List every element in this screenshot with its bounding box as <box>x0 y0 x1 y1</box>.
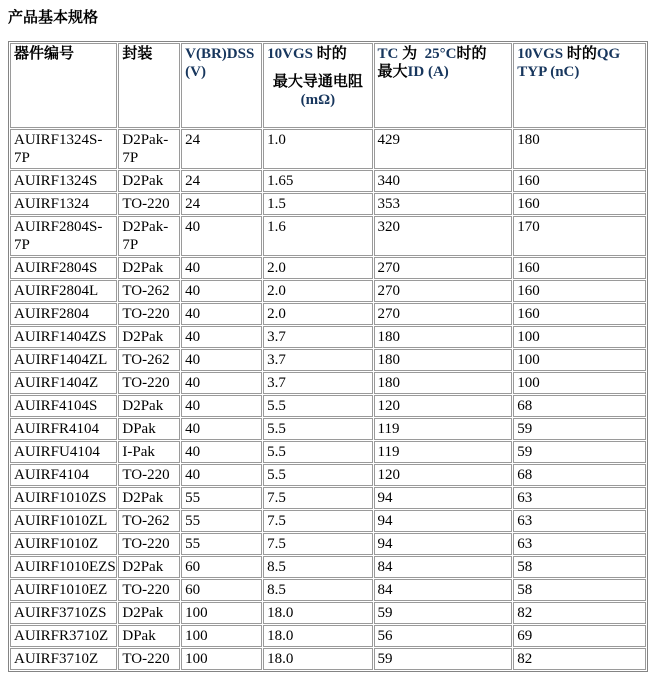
cell-vbrdss: 55 <box>181 533 262 555</box>
cell-part-number: AUIRF1324S-7P <box>10 129 117 169</box>
table-row <box>10 533 646 555</box>
header-text-segment: TYP (nC) <box>517 64 580 80</box>
header-line <box>267 73 368 91</box>
table-row <box>10 170 646 192</box>
cell-part-number: AUIRF1010ZL <box>10 510 117 532</box>
cell-vbrdss: 40 <box>181 326 262 348</box>
header-text-segment: 时的 <box>456 46 487 62</box>
cell-id-max: 340 <box>374 170 513 192</box>
table-row <box>10 556 646 578</box>
cell-qg-typ: 63 <box>513 510 646 532</box>
cell-package: D2Pak <box>118 257 180 279</box>
cell-vbrdss: 100 <box>181 625 262 647</box>
cell-rdson-max: 18.0 <box>263 602 372 624</box>
cell-id-max: 94 <box>374 510 513 532</box>
cell-qg-typ: 160 <box>513 257 646 279</box>
cell-rdson-max: 5.5 <box>263 441 372 463</box>
cell-vbrdss: 40 <box>181 349 262 371</box>
table-row <box>10 395 646 417</box>
header-line <box>185 45 258 63</box>
page-title: 产品基本规格 <box>8 10 99 26</box>
cell-part-number: AUIRF2804S-7P <box>10 216 117 256</box>
cell-vbrdss: 100 <box>181 648 262 670</box>
cell-vbrdss: 55 <box>181 510 262 532</box>
cell-vbrdss: 100 <box>181 602 262 624</box>
cell-part-number: AUIRFR4104 <box>10 418 117 440</box>
header-text-segment: QG <box>596 46 621 62</box>
column-header-part-number <box>10 43 117 128</box>
header-text-segment: TC <box>377 46 399 62</box>
cell-rdson-max: 18.0 <box>263 625 372 647</box>
cell-id-max: 94 <box>374 533 513 555</box>
cell-package: D2Pak <box>118 602 180 624</box>
cell-rdson-max: 2.0 <box>263 303 372 325</box>
cell-qg-typ: 180 <box>513 129 646 169</box>
header-line <box>267 45 368 63</box>
cell-id-max: 270 <box>374 303 513 325</box>
cell-part-number: AUIRF1404ZS <box>10 326 117 348</box>
cell-vbrdss: 55 <box>181 487 262 509</box>
cell-part-number: AUIRFR3710Z <box>10 625 117 647</box>
cell-rdson-max: 18.0 <box>263 648 372 670</box>
table-row <box>10 129 646 169</box>
header-text-segment: 封装 <box>122 46 153 62</box>
header-text-segment: 器件编号 <box>14 46 75 62</box>
column-header-qg-typ <box>513 43 646 128</box>
header-text-segment: ID (A) <box>407 64 449 80</box>
cell-vbrdss: 40 <box>181 216 262 256</box>
table-row <box>10 418 646 440</box>
cell-rdson-max: 7.5 <box>263 510 372 532</box>
cell-rdson-max: 1.5 <box>263 193 372 215</box>
cell-vbrdss: 40 <box>181 441 262 463</box>
table-row <box>10 372 646 394</box>
cell-package: DPak <box>118 625 180 647</box>
header-line <box>378 45 509 63</box>
cell-vbrdss: 24 <box>181 129 262 169</box>
column-header-vbrdss <box>181 43 262 128</box>
cell-rdson-max: 8.5 <box>263 579 372 601</box>
cell-id-max: 94 <box>374 487 513 509</box>
cell-part-number: AUIRF3710ZS <box>10 602 117 624</box>
cell-qg-typ: 59 <box>513 441 646 463</box>
cell-package: I-Pak <box>118 441 180 463</box>
cell-id-max: 180 <box>374 326 513 348</box>
table-row <box>10 303 646 325</box>
cell-package: TO-220 <box>118 464 180 486</box>
cell-qg-typ: 82 <box>513 602 646 624</box>
header-row <box>10 43 646 128</box>
cell-qg-typ: 58 <box>513 556 646 578</box>
cell-part-number: AUIRF1010ZS <box>10 487 117 509</box>
table-row <box>10 441 646 463</box>
cell-id-max: 84 <box>374 556 513 578</box>
table-row <box>10 487 646 509</box>
header-line <box>14 45 113 63</box>
cell-part-number: AUIRF2804L <box>10 280 117 302</box>
cell-qg-typ: 63 <box>513 533 646 555</box>
cell-vbrdss: 60 <box>181 579 262 601</box>
cell-qg-typ: 58 <box>513 579 646 601</box>
table-row <box>10 648 646 670</box>
cell-id-max: 119 <box>374 441 513 463</box>
table-row <box>10 510 646 532</box>
cell-part-number: AUIRF1404ZL <box>10 349 117 371</box>
cell-id-max: 353 <box>374 193 513 215</box>
header-line <box>517 45 642 63</box>
table-row <box>10 216 646 256</box>
table-header <box>10 43 646 128</box>
cell-qg-typ: 160 <box>513 280 646 302</box>
table-row <box>10 349 646 371</box>
column-header-rdson-max <box>263 43 372 128</box>
cell-rdson-max: 1.0 <box>263 129 372 169</box>
header-text-segment: 10VGS <box>267 46 313 62</box>
table-row <box>10 193 646 215</box>
cell-id-max: 59 <box>374 648 513 670</box>
cell-qg-typ: 68 <box>513 464 646 486</box>
cell-part-number: AUIRF4104S <box>10 395 117 417</box>
cell-package: TO-220 <box>118 193 180 215</box>
cell-rdson-max: 7.5 <box>263 533 372 555</box>
cell-qg-typ: 160 <box>513 303 646 325</box>
table-row <box>10 602 646 624</box>
cell-vbrdss: 40 <box>181 395 262 417</box>
cell-id-max: 120 <box>374 464 513 486</box>
header-text-segment: V(BR)DSS <box>185 46 255 62</box>
cell-rdson-max: 1.6 <box>263 216 372 256</box>
cell-part-number: AUIRF1324 <box>10 193 117 215</box>
cell-part-number: AUIRF1010Z <box>10 533 117 555</box>
cell-package: TO-262 <box>118 349 180 371</box>
product-spec-table <box>8 41 648 672</box>
cell-id-max: 59 <box>374 602 513 624</box>
table-row <box>10 625 646 647</box>
cell-package: TO-220 <box>118 303 180 325</box>
header-text-segment: 为 <box>398 46 421 62</box>
cell-package: D2Pak <box>118 556 180 578</box>
header-text-segment: 时的 <box>313 46 347 62</box>
cell-qg-typ: 63 <box>513 487 646 509</box>
cell-package: TO-220 <box>118 579 180 601</box>
cell-vbrdss: 40 <box>181 418 262 440</box>
cell-package: D2Pak <box>118 395 180 417</box>
table-row <box>10 257 646 279</box>
header-text-segment: 时的 <box>563 46 597 62</box>
cell-qg-typ: 100 <box>513 372 646 394</box>
cell-package: TO-220 <box>118 533 180 555</box>
cell-vbrdss: 24 <box>181 193 262 215</box>
cell-rdson-max: 3.7 <box>263 349 372 371</box>
cell-id-max: 119 <box>374 418 513 440</box>
header-text-segment: 25°C <box>420 46 457 62</box>
cell-id-max: 180 <box>374 349 513 371</box>
cell-rdson-max: 3.7 <box>263 326 372 348</box>
cell-rdson-max: 8.5 <box>263 556 372 578</box>
cell-qg-typ: 69 <box>513 625 646 647</box>
cell-package: TO-262 <box>118 280 180 302</box>
cell-part-number: AUIRF4104 <box>10 464 117 486</box>
cell-rdson-max: 5.5 <box>263 418 372 440</box>
header-line <box>517 63 642 81</box>
cell-package: TO-262 <box>118 510 180 532</box>
table-row <box>10 464 646 486</box>
cell-part-number: AUIRF3710Z <box>10 648 117 670</box>
cell-package: DPak <box>118 418 180 440</box>
cell-vbrdss: 40 <box>181 280 262 302</box>
cell-rdson-max: 2.0 <box>263 280 372 302</box>
header-line <box>267 91 368 109</box>
table-row <box>10 326 646 348</box>
table-row <box>10 280 646 302</box>
header-text-segment: 最大导通电阻 <box>272 74 363 90</box>
cell-part-number: AUIRF1010EZS <box>10 556 117 578</box>
cell-package: D2Pak-7P <box>118 129 180 169</box>
cell-vbrdss: 60 <box>181 556 262 578</box>
cell-id-max: 429 <box>374 129 513 169</box>
cell-vbrdss: 40 <box>181 372 262 394</box>
header-line <box>122 45 176 63</box>
cell-rdson-max: 1.65 <box>263 170 372 192</box>
cell-package: D2Pak <box>118 487 180 509</box>
header-line <box>378 63 509 81</box>
header-text-segment: (V) <box>185 64 206 80</box>
cell-rdson-max: 5.5 <box>263 464 372 486</box>
cell-rdson-max: 3.7 <box>263 372 372 394</box>
cell-part-number: AUIRF1010EZ <box>10 579 117 601</box>
cell-id-max: 56 <box>374 625 513 647</box>
column-header-id-max <box>374 43 513 128</box>
cell-part-number: AUIRF2804 <box>10 303 117 325</box>
cell-package: D2Pak <box>118 170 180 192</box>
cell-qg-typ: 68 <box>513 395 646 417</box>
header-text-segment: 10VGS <box>517 46 564 62</box>
cell-package: D2Pak-7P <box>118 216 180 256</box>
cell-qg-typ: 82 <box>513 648 646 670</box>
cell-qg-typ: 100 <box>513 349 646 371</box>
header-text-segment: (mΩ) <box>300 92 336 108</box>
cell-id-max: 270 <box>374 280 513 302</box>
cell-qg-typ: 100 <box>513 326 646 348</box>
cell-part-number: AUIRFU4104 <box>10 441 117 463</box>
cell-id-max: 270 <box>374 257 513 279</box>
column-header-package <box>118 43 180 128</box>
cell-package: TO-220 <box>118 648 180 670</box>
cell-rdson-max: 7.5 <box>263 487 372 509</box>
cell-qg-typ: 160 <box>513 170 646 192</box>
cell-part-number: AUIRF2804S <box>10 257 117 279</box>
table-body <box>10 129 646 670</box>
header-line <box>185 63 258 81</box>
cell-id-max: 120 <box>374 395 513 417</box>
cell-id-max: 84 <box>374 579 513 601</box>
cell-rdson-max: 2.0 <box>263 257 372 279</box>
cell-qg-typ: 160 <box>513 193 646 215</box>
cell-qg-typ: 170 <box>513 216 646 256</box>
cell-vbrdss: 40 <box>181 303 262 325</box>
cell-vbrdss: 24 <box>181 170 262 192</box>
cell-vbrdss: 40 <box>181 257 262 279</box>
cell-qg-typ: 59 <box>513 418 646 440</box>
cell-package: D2Pak <box>118 326 180 348</box>
table-row <box>10 579 646 601</box>
cell-rdson-max: 5.5 <box>263 395 372 417</box>
cell-part-number: AUIRF1324S <box>10 170 117 192</box>
cell-part-number: AUIRF1404Z <box>10 372 117 394</box>
header-text-segment: 最大 <box>377 64 408 80</box>
cell-package: TO-220 <box>118 372 180 394</box>
cell-id-max: 320 <box>374 216 513 256</box>
cell-id-max: 180 <box>374 372 513 394</box>
cell-vbrdss: 40 <box>181 464 262 486</box>
